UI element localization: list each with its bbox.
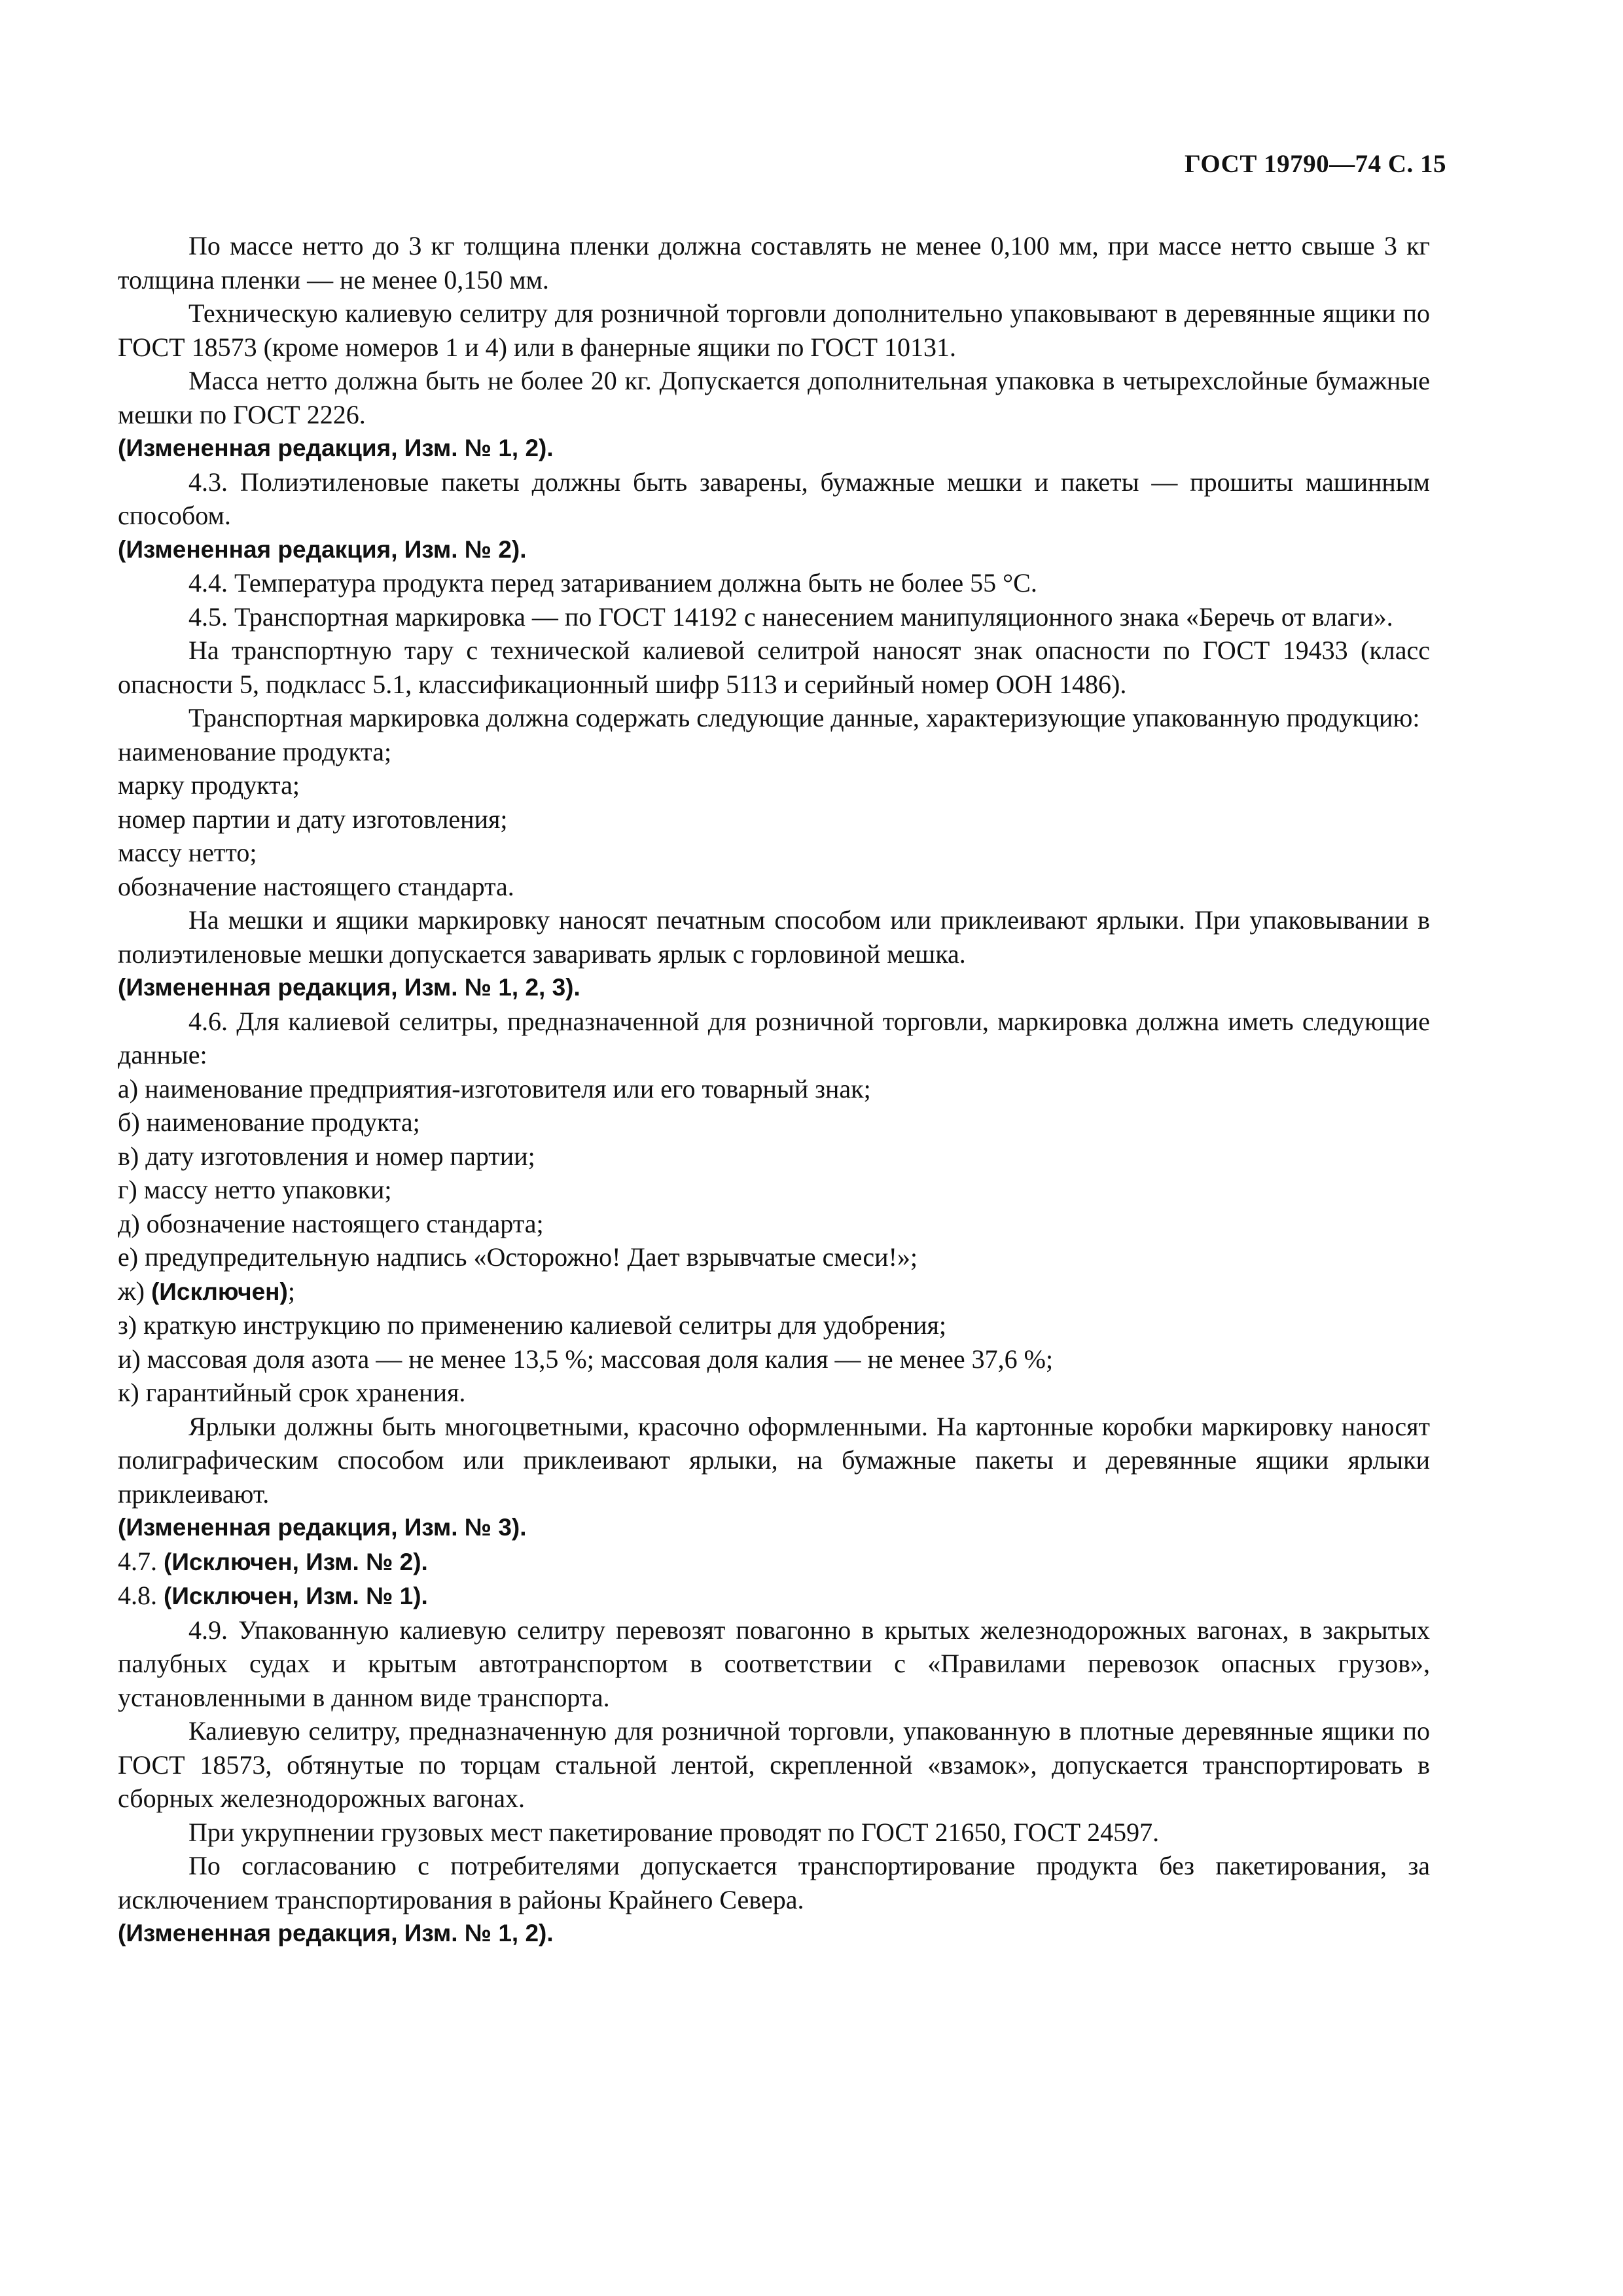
paragraph: Техническую калиевую селитру для розничной торговли дополнительно упаковывают в деревянные ящики по ГОСТ 18573 (кроме номеров 1 и 4) или в фанерные ящики по ГОСТ 10131. (118, 298, 1430, 362)
list-item: е) предупредительную надпись «Осторожно! Дает взрывчатые смеси!»; (118, 1242, 918, 1272)
paragraph: По массе нетто до 3 кг толщина пленки должна составлять не менее 0,100 мм, при массе нетто свыше 3 кг толщина пленки — не менее 0,150 мм. (118, 231, 1430, 295)
clause-4-5: 4.5. Транспортная маркировка — по ГОСТ 14192 с нанесением манипуляционного знака «Беречь от влаги». (188, 601, 1393, 632)
clause-4-7 (118, 1545, 1430, 1579)
amendment-note: (Измененная редакция, Изм. № 1, 2). (118, 1920, 554, 1946)
clause-number: 4.8. (118, 1581, 164, 1610)
paragraph: По согласованию с потребителями допускается транспортирование продукта без пакетирования, за исключением транспортирования в районы Крайнего Севера. (118, 1851, 1430, 1914)
clause-4-9: 4.9. Упакованную калиевую селитру перевозят повагонно в крытых железнодорожных вагонах, в закрытых палубных судах и крытым автотранспортом в соответствии с «Правилами перевозок опасных грузов», установленными в данном виде транспорта. (118, 1615, 1430, 1712)
list-item: д) обозначение настоящего стандарта; (118, 1208, 544, 1238)
list-item: к) гарантийный срок хранения. (118, 1378, 466, 1407)
list-item: наименование продукта; (118, 736, 392, 766)
clause-4-3: 4.3. Полиэтиленовые пакеты должны быть заварены, бумажные мешки и пакеты — прошиты машинным способом. (118, 467, 1430, 530)
excluded-label: (Исключен, Изм. № 1). (164, 1583, 428, 1609)
list-item: номер партии и дату изготовления; (118, 804, 508, 834)
list-item: а) наименование предприятия-изготовителя или его товарный знак; (118, 1073, 871, 1103)
list-item: и) массовая доля азота — не менее 13,5 %; массовая доля калия — не менее 37,6 %; (118, 1344, 1054, 1374)
clause-number: 4.7. (118, 1546, 164, 1576)
paragraph: Транспортная маркировка должна содержать следующие данные, характеризующие упакованную продукцию: (188, 703, 1420, 732)
list-item: б) наименование продукта; (118, 1107, 420, 1137)
list-item: з) краткую инструкцию по применению калиевой селитры для удобрения; (118, 1310, 947, 1340)
running-header: ГОСТ 19790—74 С. 15 (1185, 150, 1446, 178)
paragraph: Масса нетто должна быть не более 20 кг. Допускается дополнительная упаковка в четырехслойные бумажные мешки по ГОСТ 2226. (118, 366, 1430, 429)
amendment-note: (Измененная редакция, Изм. № 3). (118, 1514, 527, 1541)
list-item-marker: ж) (118, 1276, 151, 1306)
amendment-note: (Измененная редакция, Изм. № 1, 2, 3). (118, 974, 580, 1001)
amendment-note: (Измененная редакция, Изм. № 1, 2). (118, 435, 554, 461)
amendment-note: (Измененная редакция, Изм. № 2). (118, 535, 527, 563)
excluded-label: (Исключен) (151, 1278, 288, 1305)
clause-4-4: 4.4. Температура продукта перед затариванием должна быть не более 55 °С. (188, 568, 1037, 598)
list-item-punct: ; (287, 1276, 295, 1306)
list-item: обозначение настоящего стандарта. (118, 871, 514, 901)
paragraph: Калиевую селитру, предназначенную для розничной торговли, упакованную в плотные деревянные ящики по ГОСТ 18573, обтянутые по торцам стальной лентой, скрепленной «взамок», допускается транспортировать в сборных железнодорожных вагонах. (118, 1716, 1430, 1813)
excluded-label: (Исключен, Изм. № 2). (164, 1548, 428, 1575)
clause-4-6: 4.6. Для калиевой селитры, предназначенной для розничной торговли, маркировка должна иметь следующие данные: (118, 1006, 1430, 1069)
paragraph: Ярлыки должны быть многоцветными, красочно оформленными. На картонные коробки маркировку наносят полиграфическим способом или приклеивают ярлыки, на бумажные пакеты и деревянные ящики ярлыки приклеивают. (118, 1411, 1430, 1509)
paragraph: При укрупнении грузовых мест пакетирование проводят по ГОСТ 21650, ГОСТ 24597. (188, 1817, 1160, 1847)
list-item: массу нетто; (118, 838, 257, 867)
list-item: г) массу нетто упаковки; (118, 1175, 392, 1204)
list-item: марку продукта; (118, 770, 300, 800)
list-item: в) дату изготовления и номер партии; (118, 1141, 535, 1171)
list-item-excluded (118, 1274, 1430, 1309)
paragraph: На мешки и ящики маркировку наносят печатным способом или приклеивают ярлыки. При упаковывании в полиэтиленовые мешки допускается заваривать ярлык с горловиной мешка. (118, 905, 1430, 969)
clause-4-8 (118, 1579, 1430, 1613)
paragraph: На транспортную тару с технической калиевой селитрой наносят знак опасности по ГОСТ 19433 (класс опасности 5, подкласс 5.1, классификационный шифр 5113 и серийный номер ООН 1486). (118, 636, 1430, 699)
document-body (118, 229, 1430, 1950)
